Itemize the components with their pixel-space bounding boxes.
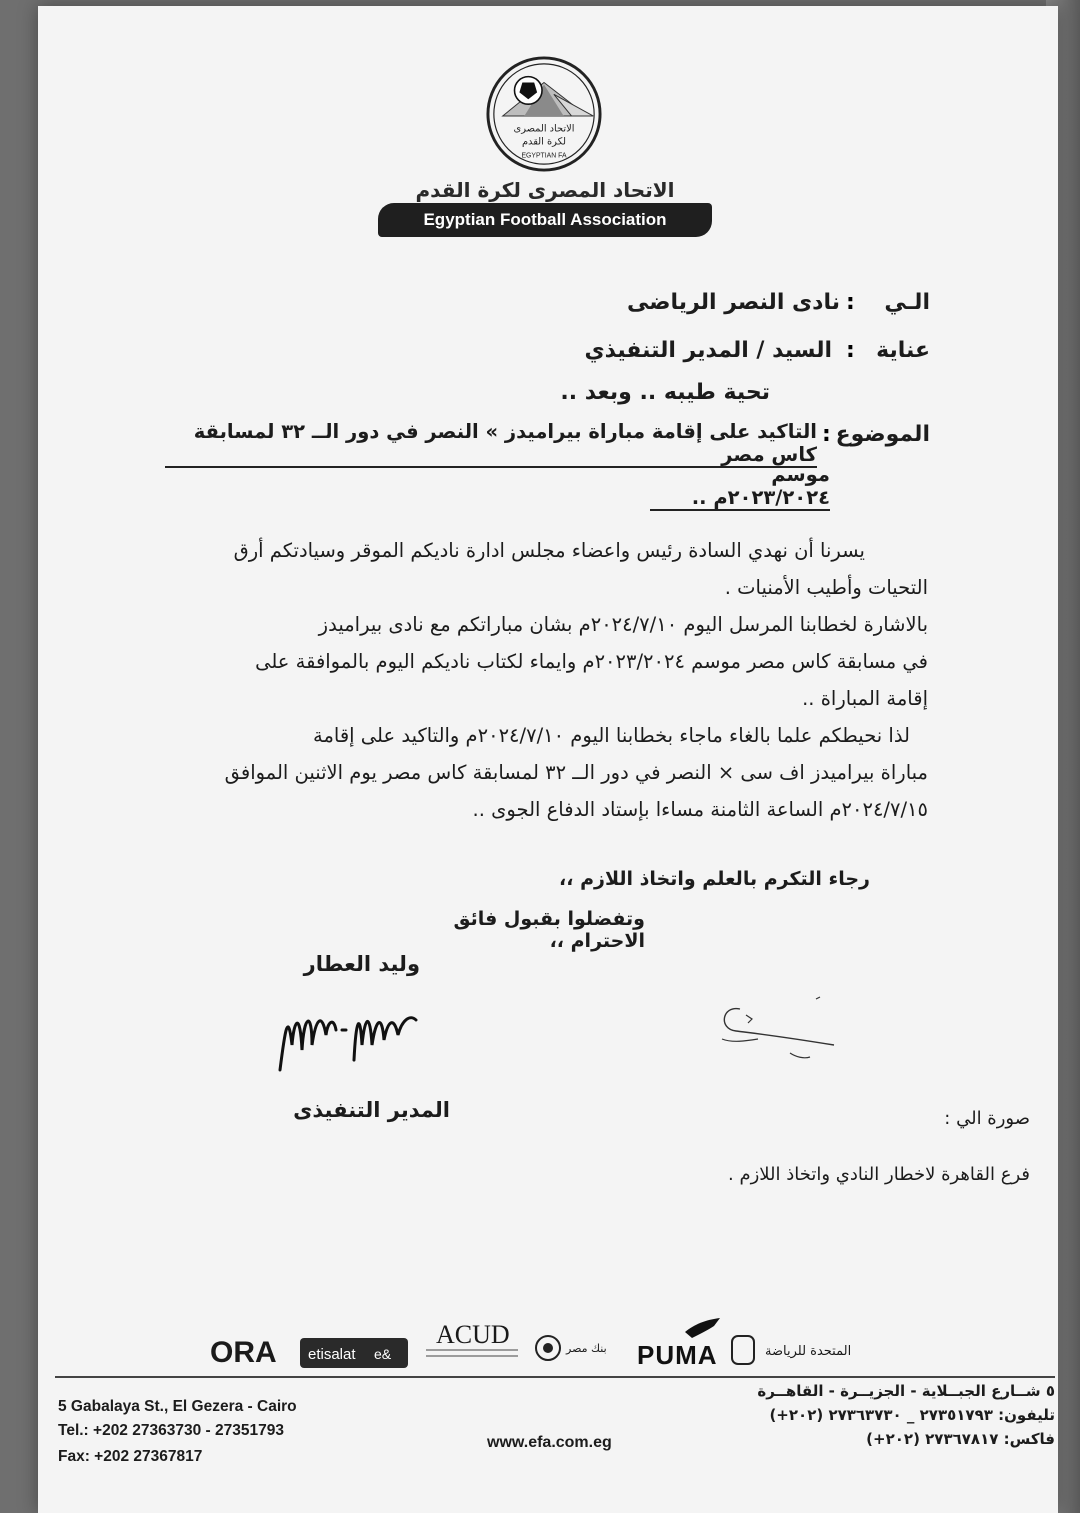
signature-drawing — [270, 990, 430, 1085]
logo-ar-line2: لكرة القدم — [521, 136, 567, 148]
footer-divider — [55, 1376, 1055, 1378]
footer-fax-en: Fax: +202 27367817 — [58, 1448, 203, 1465]
to-label: الـي — [884, 290, 930, 315]
footer-tel-en: Tel.: +202 27363730 - 27351793 — [58, 1422, 284, 1439]
efa-logo-emblem — [485, 55, 603, 173]
attn-value: السيد / المدير التنفيذي — [584, 338, 832, 363]
subject-colon: : — [822, 422, 831, 447]
subject-label: الموضوع — [835, 422, 930, 447]
cc-label: صورة الي : — [944, 1108, 1030, 1129]
para2-line1: بالاشارة لخطابنا المرسل اليوم ٢٠٢٤/٧/١٠م بشان مباراتكم مع نادى بيراميدز — [318, 613, 928, 636]
sponsors-row — [200, 1310, 925, 1375]
footer-address-en: 5 Gabalaya St., El Gezera - Cairo — [58, 1398, 297, 1415]
para2-line2: في مسابقة كاس مصر موسم ٢٠٢٣/٢٠٢٤م وايماء لكتاب ناديكم اليوم بالموافقة على — [255, 650, 928, 673]
subject-line-1: التاكيد على إقامة مباراة بيراميدز » النصر في دور الــ ٣٢ لمسابقة كاس مصر — [165, 420, 817, 468]
sponsor-acud: ACUD — [436, 1320, 510, 1349]
para1-line1: يسرنا أن نهدي السادة رئيس واعضاء مجلس ادارة ناديكم الموقر وسيادتكم أرق — [233, 539, 865, 562]
para2-line3: إقامة المباراة .. — [802, 687, 928, 710]
sponsor-eand: e& — [374, 1346, 392, 1362]
closing-line-2: وتفضلوا بقبول فائق الاحترام ،، — [453, 908, 645, 952]
logo-en-text: EGYPTIAN FA — [521, 152, 567, 160]
closing-line-1: رجاء التكرم بالعلم واتخاذ اللازم ،، — [559, 868, 870, 890]
footer-website[interactable]: www.efa.com.eg — [487, 1434, 612, 1451]
sponsor-united-sports: المتحدة للرياضة — [765, 1344, 852, 1359]
logo-ar-line1: الاتحاد المصرى — [513, 123, 575, 135]
greeting: تحية طيبه .. وبعد .. — [560, 380, 770, 405]
sponsor-puma: PUMA — [637, 1340, 718, 1370]
subject-line-2: موسم ٢٠٢٣/٢٠٢٤م .. — [650, 463, 830, 511]
para3-line2: مباراة بيراميدز اف سى × النصر في دور الــ ٣٢ لمسابقة كاس مصر يوم الاثنين الموافق — [224, 761, 928, 784]
footer-tel-ar: تليفون: ٢٧٣٥١٧٩٣ _ ٢٧٣٦٣٧٣٠ (٢٠٢+) — [769, 1406, 1055, 1424]
etisalat-logo — [300, 1338, 408, 1368]
to-colon: : — [846, 290, 855, 315]
united-sports-logo — [732, 1336, 851, 1364]
sponsor-banque-misr: بنك مصر — [566, 1342, 607, 1355]
footer-address-ar: ٥ شــارع الجبــلاية - الجزيــرة - القاهــرة — [757, 1382, 1055, 1400]
banque-misr-logo — [536, 1336, 607, 1360]
signer-name: وليد العطار — [303, 952, 420, 976]
para3-line3: ٢٠٢٤/٧/١٥م الساعة الثامنة مساءا بإستاد الدفاع الجوى .. — [472, 798, 928, 821]
ora-logo — [210, 1336, 277, 1369]
sponsor-etisalat: etisalat — [308, 1346, 356, 1363]
org-name-arabic: الاتحاد المصرى لكرة القدم — [415, 178, 675, 202]
signer-title: المدير التنفيذى — [293, 1098, 450, 1122]
acud-logo — [426, 1320, 518, 1356]
attn-colon: : — [846, 338, 855, 363]
cc-text: فرع القاهرة لاخطار النادي واتخاذ اللازم . — [728, 1164, 1030, 1185]
initials-mark — [712, 995, 842, 1070]
attn-label: عناية — [876, 338, 930, 363]
puma-logo — [637, 1318, 720, 1370]
footer-fax-ar: فاكس: ٢٧٣٦٧٨١٧ (٢٠٢+) — [866, 1430, 1055, 1448]
para3-line1: لذا نحيطكم علما بالغاء ماجاء بخطابنا اليوم ٢٠٢٤/٧/١٠م والتاكيد على إقامة — [313, 724, 910, 747]
para1-line2: التحيات وأطيب الأمنيات . — [724, 576, 928, 599]
org-name-english: Egyptian Football Association — [378, 203, 712, 237]
to-value: نادى النصر الرياضى — [627, 290, 840, 315]
sponsor-ora: ORA — [210, 1336, 277, 1369]
